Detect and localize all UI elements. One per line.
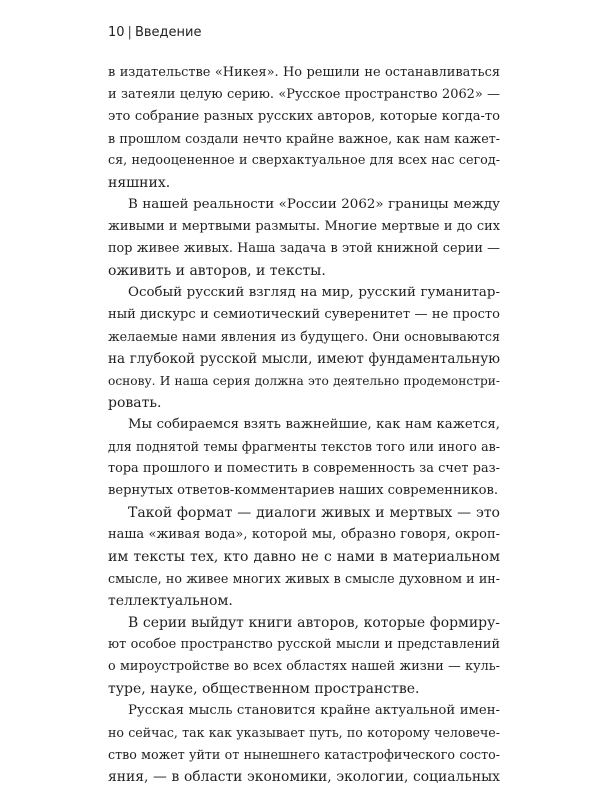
section-title: Введение: [134, 25, 202, 40]
text-line: оживить и авторов, и тексты.: [108, 263, 326, 279]
text-line: ный дискурс и семиотический суверенитет — не просто: [108, 307, 500, 322]
text-line: живыми и мертвыми размыты. Многие мертвые и до сих: [108, 219, 500, 234]
text-line: смысле, но живее многих живых в смысле духовном и ин-: [108, 571, 500, 586]
text-line: наша «живая вода», которой мы, образно говоря, окроп-: [108, 527, 500, 542]
text-line: В нашей реальности «России 2062» границы между: [128, 197, 500, 212]
page-number: 10: [108, 25, 125, 40]
text-line: но сейчас, так как указывает путь, по которому человече-: [108, 725, 500, 740]
text-line: ют особое пространство русской мысли и представлений: [108, 637, 500, 652]
text-line: Русская мысль становится крайне актуальной имен-: [128, 703, 500, 718]
text-line: ся, недооцененное и сверхактуальное для всех нас сегод-: [108, 153, 500, 168]
text-line: им тексты тех, кто давно не с нами в материальном: [108, 549, 500, 565]
text-line: няшних.: [108, 175, 171, 191]
text-line: яния, — в области экономики, экологии, социальных: [108, 769, 500, 785]
text-line: о мироустройстве во всех областях нашей жизни — куль-: [108, 659, 500, 674]
text-line: в издательстве «Никея». Но решили не останавливаться: [108, 65, 500, 80]
text-line: желаемые нами явления из будущего. Они основываются: [108, 329, 500, 344]
text-line: Такой формат — диалоги живых и мертвых — это: [128, 505, 500, 521]
text-line: Мы собираемся взять важнейшие, как нам кажется,: [128, 417, 500, 432]
text-line: это собрание разных русских авторов, которые когда-то: [108, 109, 500, 124]
text-line: ство может уйти от нынешнего катастрофического состо-: [108, 747, 500, 762]
text-line: на глубокой русской мысли, имеют фундаментальную: [108, 351, 500, 367]
text-line: В серии выйдут книги авторов, которые формиру-: [128, 615, 500, 631]
text-line: ровать.: [108, 395, 162, 411]
text-line: для поднятой темы фрагменты текстов того или иного ав-: [108, 439, 500, 454]
text-line: основу. И наша серия должна это деятельно продемонстри-: [108, 374, 500, 388]
text-line: туре, науке, общественном пространстве.: [108, 681, 420, 697]
text-line: тора прошлого и поместить в современность за счет раз-: [108, 461, 500, 476]
text-line: в прошлом создали нечто крайне важное, как нам кажет-: [108, 131, 500, 146]
text-line: теллектуальном.: [108, 593, 233, 609]
text-line: Особый русский взгляд на мир, русский гуманитар-: [128, 285, 500, 300]
running-head: [108, 24, 201, 42]
body-text: [108, 62, 500, 788]
text-line: вернутых ответов-комментариев наших современников.: [108, 483, 499, 498]
text-line: пор живее живых. Наша задача в этой книжной серии —: [108, 241, 500, 256]
header-separator: |: [127, 25, 132, 40]
text-line: и затеяли целую серию. «Русское пространство 2062» —: [108, 87, 500, 102]
